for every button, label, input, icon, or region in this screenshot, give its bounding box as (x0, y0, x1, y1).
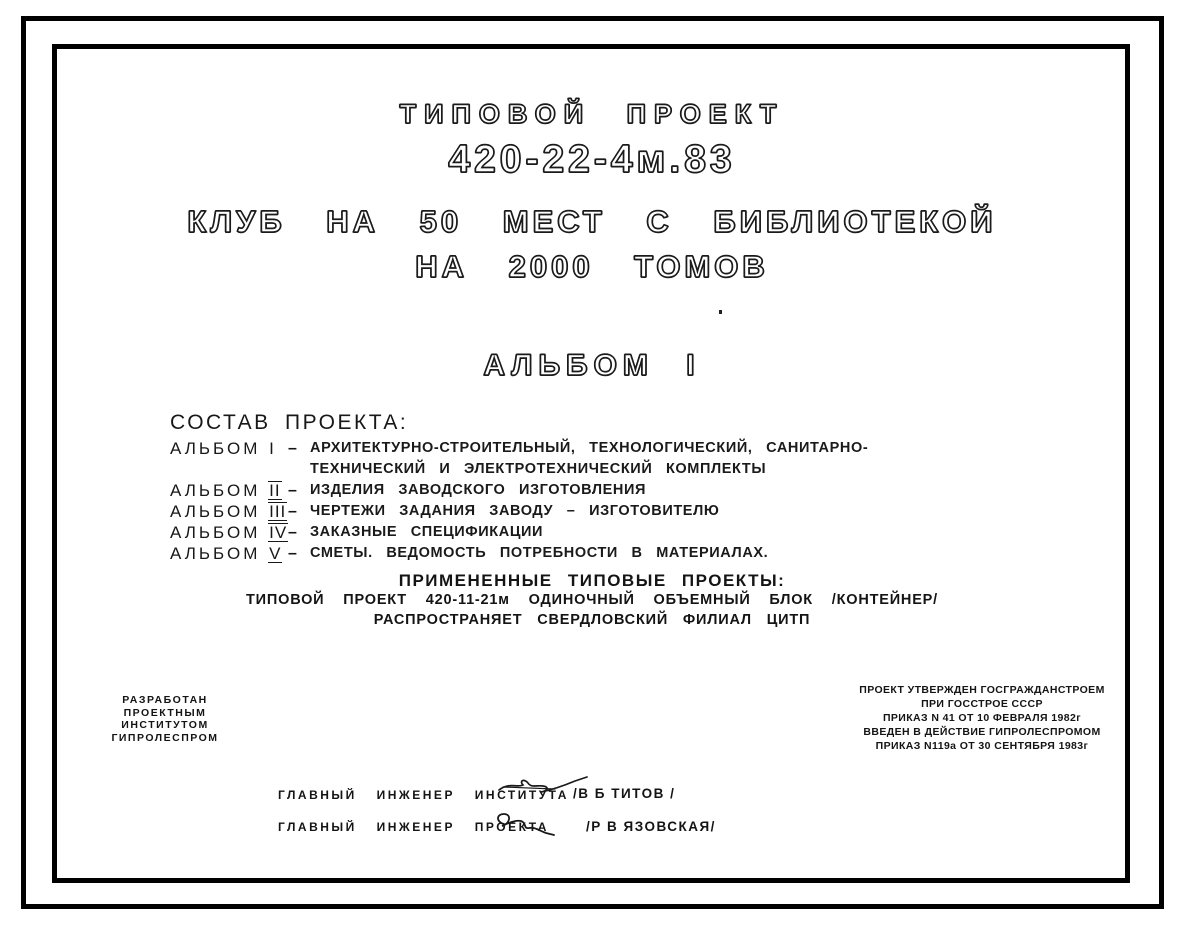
album-number-heading: АЛЬБОМ I (483, 349, 701, 382)
composition-item-album-4 (170, 522, 970, 543)
composition-item-album-1 (170, 438, 970, 480)
signature-role-chief-engineer-institute: ГЛАВНЫЙ ИНЖЕНЕР ИНСТИТУТА (278, 788, 569, 802)
applied-projects-line-1: ТИПОВОЙ ПРОЕКТ 420-11-21м ОДИНОЧНЫЙ ОБЪЕМНЫЙ БЛОК /КОНТЕЙНЕР/ (246, 592, 938, 608)
approval-line: ПРИ ГОССТРОЕ СССР (921, 698, 1043, 710)
composition-item-album-2 (170, 480, 970, 501)
album-description: ИЗДЕЛИЯ ЗАВОДСКОГО ИЗГОТОВЛЕНИЯ (310, 482, 647, 498)
composition-heading: СОСТАВ ПРОЕКТА: (170, 411, 409, 434)
album-label: АЛЬБОМ V (170, 544, 282, 563)
applied-projects-heading: ПРИМЕНЕННЫЕ ТИПОВЫЕ ПРОЕКТЫ: (398, 571, 786, 590)
album-description: ЧЕРТЕЖИ ЗАДАНИЯ ЗАВОДУ – ИЗГОТОВИТЕЛЮ (310, 503, 720, 519)
approval-line: ВВЕДЕН В ДЕЙСТВИЕ ГИПРОЛЕСПРОМОМ (863, 726, 1101, 738)
album-description: АРХИТЕКТУРНО-СТРОИТЕЛЬНЫЙ, ТЕХНОЛОГИЧЕСКИЙ, САНИТАРНО-ТЕХНИЧЕСКИЙ И ЭЛЕКТРОТЕХНИЧЕСКИЙ КОМПЛЕКТЫ (310, 440, 869, 477)
signature-yazovskaya-icon (490, 808, 570, 838)
project-number: 420-22-4м.83 (448, 138, 736, 181)
album-label: АЛЬБОМ II (170, 481, 281, 500)
approval-stamp (856, 683, 1108, 753)
dash-separator: – (288, 482, 297, 499)
dash-separator: – (288, 524, 297, 541)
composition-list (170, 438, 970, 564)
approval-line: ПРОЕКТ УТВЕРЖДЕН ГОСГРАЖДАНСТРОЕМ (859, 684, 1105, 696)
album-description: СМЕТЫ. ВЕДОМОСТЬ ПОТРЕБНОСТИ В МАТЕРИАЛАХ. (310, 545, 769, 561)
composition-item-album-5 (170, 543, 970, 564)
roman-numeral: I (269, 439, 275, 458)
dash-separator: – (288, 545, 297, 562)
dash-separator: – (288, 503, 297, 520)
approval-line: ПРИКАЗ N 41 ОТ 10 ФЕВРАЛЯ 1982г (882, 712, 1082, 724)
main-title-line-2: НА 2000 ТОМОВ (415, 249, 769, 284)
signature-role-chief-engineer-project: ГЛАВНЫЙ ИНЖЕНЕР ПРОЕКТА (278, 820, 549, 834)
dash-separator: – (288, 440, 297, 457)
developer-stamp (84, 694, 246, 744)
roman-numeral: II (269, 481, 281, 500)
roman-numeral: III (269, 502, 287, 521)
roman-numeral: IV (269, 523, 288, 542)
signature-name-yazovskaya: /Р В ЯЗОВСКАЯ/ (586, 819, 716, 834)
album-label: АЛЬБОМ I (170, 439, 275, 458)
approval-line: ПРИКАЗ N119а ОТ 30 СЕНТЯБРЯ 1983г (875, 740, 1089, 752)
album-description: ЗАКАЗНЫЕ СПЕЦИФИКАЦИИ (310, 524, 544, 540)
main-title-line-1: КЛУБ НА 50 МЕСТ С БИБЛИОТЕКОЙ (187, 204, 997, 239)
roman-numeral: V (269, 544, 282, 563)
album-label: АЛЬБОМ III (170, 502, 287, 521)
document-type-heading: ТИПОВОЙ ПРОЕКТ (399, 99, 785, 129)
composition-item-album-3 (170, 501, 970, 522)
developer-line: РАЗРАБОТАН (122, 694, 208, 706)
scan-speck (719, 310, 722, 314)
applied-projects-line-2: РАСПРОСТРАНЯЕТ СВЕРДЛОВСКИЙ ФИЛИАЛ ЦИТП (373, 612, 811, 628)
developer-line: ПРОЕКТНЫМ ИНСТИТУТОМ (121, 706, 209, 731)
signature-name-titov: /В Б ТИТОВ / (573, 786, 676, 801)
album-label: АЛЬБОМ IV (170, 523, 288, 542)
developer-line: ГИПРОЛЕСПРОМ (111, 731, 219, 744)
